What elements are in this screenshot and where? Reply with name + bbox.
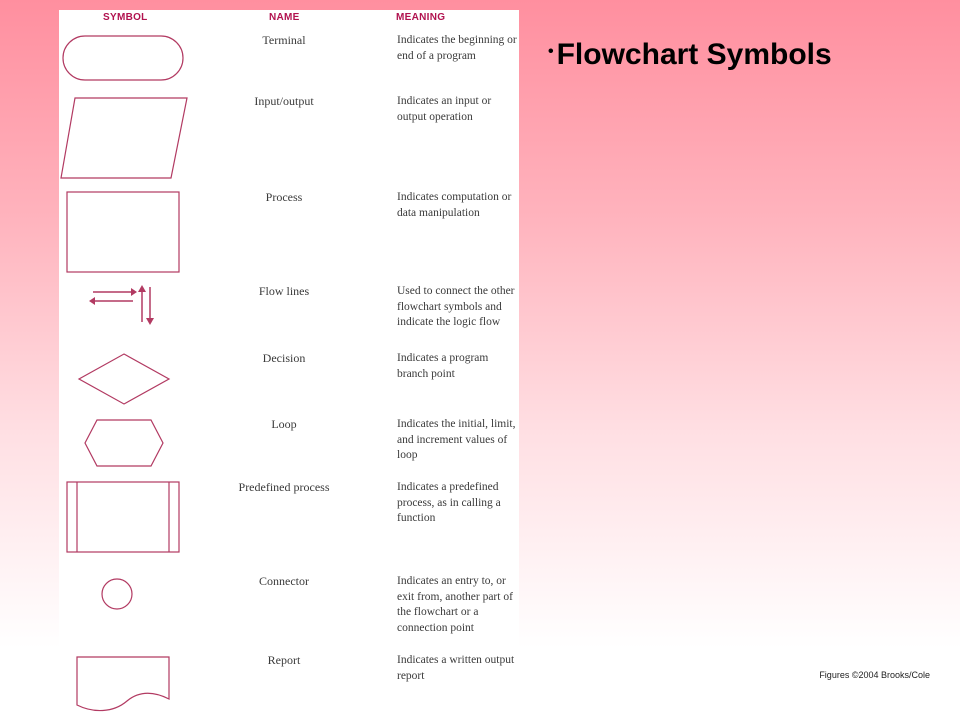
row-meaning-predefined-process: Indicates a predefined process, as in calling a function [397, 481, 501, 524]
row-name-terminal: Terminal [262, 33, 306, 47]
row-meaning-terminal: Indicates the beginning or end of a program [397, 34, 517, 62]
header-name: NAME [269, 12, 300, 23]
bullet-icon: • [548, 43, 554, 60]
predefined-process-symbol [65, 480, 181, 554]
row-name-connector: Connector [259, 574, 309, 588]
row-meaning-decision: Indicates a program branch point [397, 352, 489, 380]
connector-symbol [99, 576, 135, 612]
row-name-flow-lines: Flow lines [258, 284, 310, 298]
row-meaning-flow-lines: Used to connect the other flowchart symbols and indicate the logic flow [397, 285, 515, 328]
header-symbol: SYMBOL [103, 12, 148, 23]
row-meaning-input-output: Indicates an input or output operation [397, 95, 492, 123]
row-meaning-report: Indicates a written output report [397, 654, 515, 682]
process-symbol [65, 190, 181, 274]
loop-symbol [83, 418, 165, 468]
row-name-input-output: Input/output [254, 94, 314, 108]
header-meaning: MEANING [396, 12, 446, 23]
row-name-report: Report [267, 653, 301, 667]
flow-lines-symbol [87, 284, 159, 326]
row-meaning-loop: Indicates the initial, limit, and increment values of loop [397, 418, 516, 461]
row-name-process: Process [265, 190, 303, 204]
slide-title [548, 38, 832, 72]
terminal-symbol [61, 34, 185, 82]
row-name-decision: Decision [262, 351, 306, 365]
row-meaning-process: Indicates computation or data manipulation [397, 191, 512, 219]
row-name-loop: Loop [271, 417, 297, 431]
symbol-table [59, 10, 519, 720]
input-output-symbol [59, 96, 189, 180]
decision-symbol [77, 352, 171, 406]
figure-credit: Figures ©2004 Brooks/Cole [819, 670, 930, 680]
slide-title-text: Flowchart Symbols [556, 38, 832, 71]
report-symbol [73, 655, 173, 717]
row-meaning-connector: Indicates an entry to, or exit from, another part of the flowchart or a connection point [397, 575, 513, 634]
row-name-predefined-process: Predefined process [238, 480, 330, 494]
